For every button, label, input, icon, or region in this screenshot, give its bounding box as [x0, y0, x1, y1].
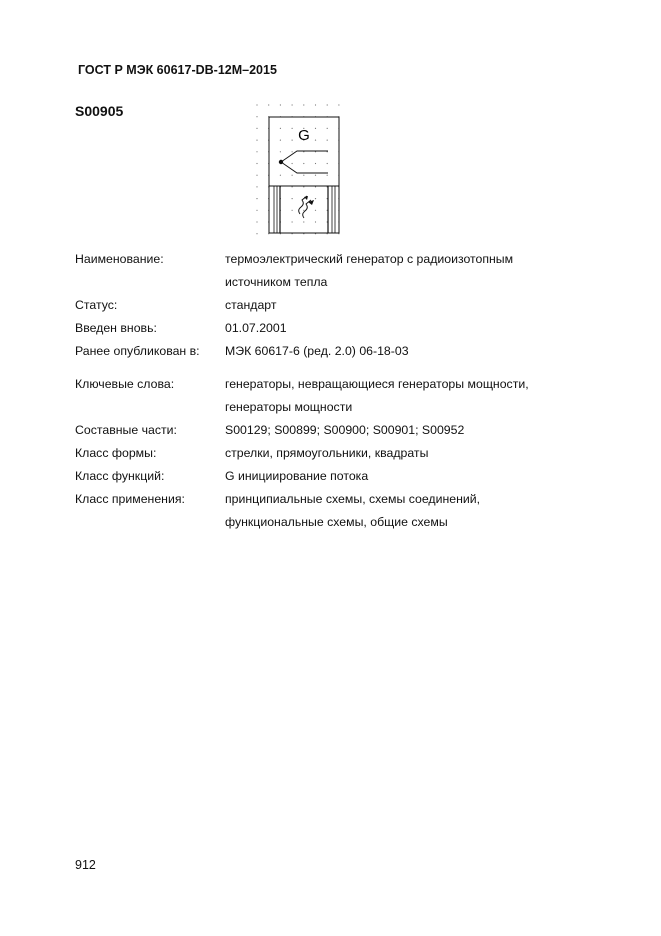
- field-value: [225, 248, 585, 294]
- field-value-line: термоэлектрический генератор с радиоизотопным: [225, 252, 514, 266]
- document-header: ГОСТ Р МЭК 60617-DB-12M–2015: [78, 63, 277, 77]
- field-value: [225, 340, 585, 363]
- field-value: [225, 488, 585, 534]
- field-value-line: S00129; S00899; S00900; S00901; S00952: [225, 423, 465, 437]
- page-number: 912: [75, 858, 96, 872]
- field-value: [225, 294, 585, 317]
- field-value: [225, 419, 585, 442]
- field-value: [225, 317, 585, 340]
- field-label: Статус:: [75, 298, 118, 312]
- field-label: Класс функций:: [75, 469, 165, 483]
- field-value-line: 01.07.2001: [225, 321, 287, 335]
- field-value: [225, 465, 585, 488]
- field-label: Наименование:: [75, 252, 164, 266]
- field-label: Класс формы:: [75, 446, 157, 460]
- symbol-letter: G: [298, 127, 310, 144]
- symbol-code: S00905: [75, 103, 124, 119]
- field-label: Составные части:: [75, 423, 177, 437]
- field-value-line: функциональные схемы, общие схемы: [225, 515, 448, 529]
- field-value: [225, 442, 585, 465]
- field-value-line: генераторы, невращающиеся генераторы мощности,: [225, 377, 529, 391]
- field-label: Ранее опубликован в:: [75, 344, 200, 358]
- field-label: Введен вновь:: [75, 321, 157, 335]
- field-label: Ключевые слова:: [75, 377, 175, 391]
- field-value-line: стандарт: [225, 298, 277, 312]
- field-value-line: генераторы мощности: [225, 400, 353, 414]
- thermoelectric-generator-symbol: [250, 100, 360, 250]
- field-value-line: источником тепла: [225, 275, 328, 289]
- field-value-line: стрелки, прямоугольники, квадраты: [225, 446, 429, 460]
- field-value-line: G инициирование потока: [225, 469, 369, 483]
- field-value: [225, 373, 585, 419]
- field-label: Класс применения:: [75, 492, 185, 506]
- field-value-line: МЭК 60617-6 (ред. 2.0) 06-18-03: [225, 344, 409, 358]
- field-value-line: принципиальные схемы, схемы соединений,: [225, 492, 481, 506]
